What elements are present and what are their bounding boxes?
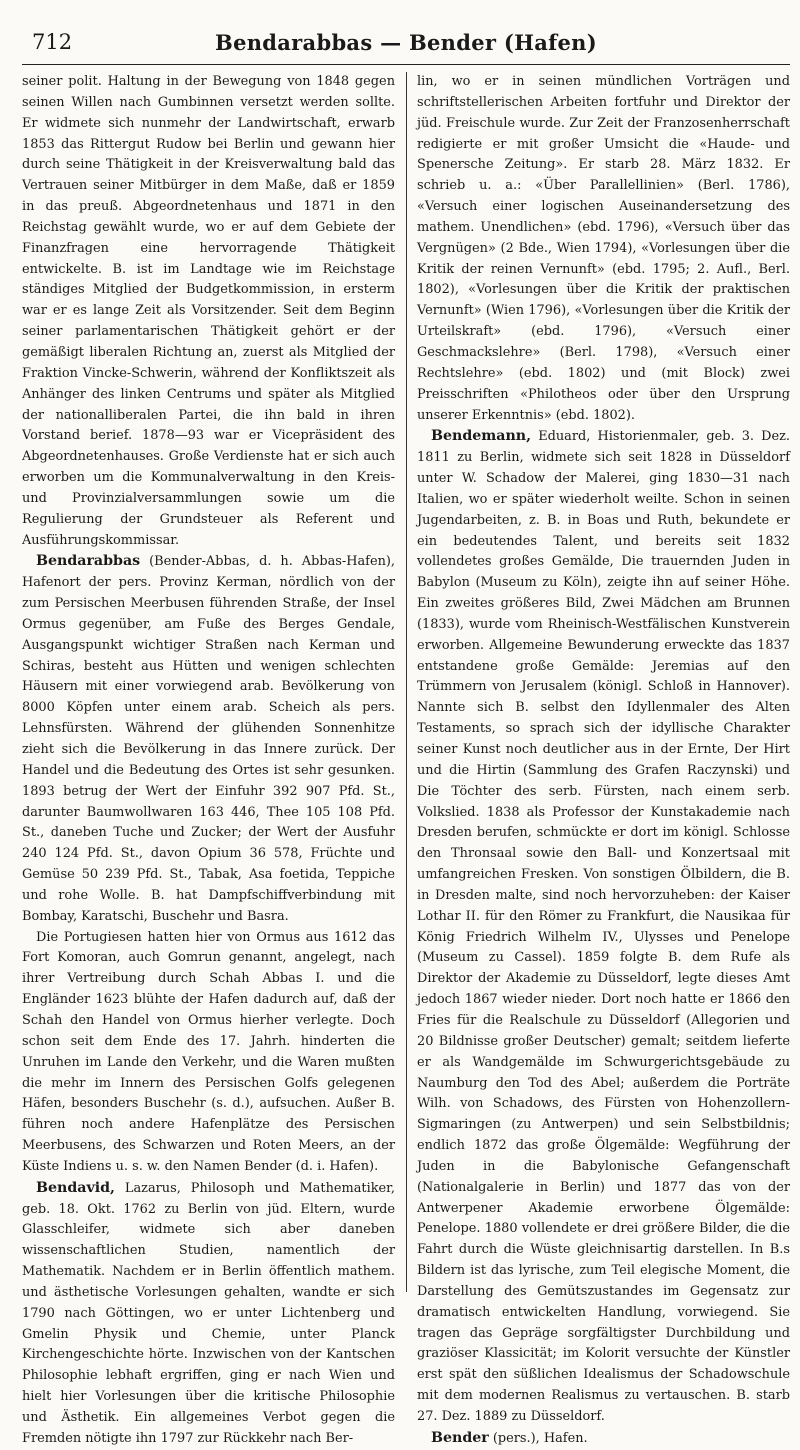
entry-text: (Bender-Abbas, d. h. Abbas-Hafen), Hafenort der pers. Provinz Kerman, nördlich von der zum Persischen Meerbusen führenden Straße, der Insel Ormus gegenüber, am Fuße des Berges Gendale, Ausgangspunkt wichtiger Straßen nach Kerman und Schiras, besteht aus Hütten und wenigen schlechten Häusern mit einer vorwiegend arab. Bevölkerung von 8000 Köpfen unter einem arab. Scheich als pers. Lehnsfürsten. Während der glühenden Sonnenhitze zieht sich die Bevölkerung in das Innere zurück. Der Handel und die Bedeutung des Ortes ist sehr gesunken. 1893 betrug der Wert der Einfuhr 392 907 Pfd. St., darunter Baumwollwaren 163 446, Thee 105 108 Pfd. St., daneben Tuche und Zucker; der Wert der Ausfuhr 240 124 Pfd. St., davon Opium 36 578, Früchte und Gemüse 50 239 Pfd. St., Tabak, Asa foetida, Teppiche und rohe Wolle. B. hat Dampfschiffverbindung mit Bombay, Karatschi, Buschehr und Basra. [22,554,395,924]
entry-text: Lazarus, Philosoph und Mathematiker, geb. 18. Okt. 1762 zu Berlin von jüd. Eltern, wurde Glasschleifer, widmete sich aber daneben wissenschaftlichen Studien, namentlich der Mathematik. Nachdem er in Berlin öffentlich mathem. und ästhetische Vorlesungen gehalten, wandte er sich 1790 nach Göttingen, wo er unter Lichtenberg und Gmelin Physik und Chemie, unter Planck Kirchengeschichte hörte. Inzwischen von der Kantschen Philosophie lebhaft ergriffen, ging er nach Wien und hielt hier Vorlesungen über die kritische Philosophie und Ästhetik. Ein allgemeines Verbot gegen die Fremden nötigte ihn 1797 zur Rückkehr nach Ber- [22,1180,395,1446]
paragraph-continuation: lin, wo er in seinen mündlichen Vorträgen und schriftstellerischen Arbeiten fortfuhr und Direktor der jüd. Freischule wurde. Zur Zeit der Franzosenherrschaft redigierte er mit großer Umsicht die «Haude- und Spenersche Zeitung». Er starb 28. März 1832. Er schrieb u. a.: «Über Parallellinien» (Berl. 1786), «Versuch einer logischen Auseinandersetzung des mathem. Unendlichen» (ebd. 1796), «Versuch über das Vergnügen» (2 Bde., Wien 1794), «Vorlesungen über die Kritik der reinen Vernunft» (ebd. 1795; 2. Aufl., Berl. 1802), «Vorlesungen über die Kritik der praktischen Vernunft» (Wien 1796), «Vorlesungen über die Kritik der Urteilskraft» (ebd. 1796), «Versuch einer Geschmackslehre» (Berl. 1798), «Versuch einer Rechtslehre» (ebd. 1802) und (mit Block) zwei Preisschriften «Philotheos oder über den Ursprung unserer Erkenntnis» (ebd. 1802). [417,74,790,423]
text-columns [22,72,790,1446]
running-head: Bendarabbas — Bender (Hafen) [215,30,597,55]
column-divider [406,72,407,1292]
entry-bender [417,1428,790,1450]
lemma-bendarabbas: Bendarabbas [36,553,141,570]
entry-text: (pers.), Hafen. [488,1430,588,1446]
entry-text: Eduard, Historienmaler, geb. 3. Dez. 1811 zu Berlin, widmete sich seit 1828 in Düsseldorf unter W. Schadow der Malerei, ging 1830—31 nach Italien, wo er später wiederholt weilte. Schon in seinen Jugendarbeiten, z. B. in Boas und Ruth, bekundete er ein bedeutendes Talent, und bereits seit 1832 vollendetes großes Gemälde, Die trauernden Juden in Babylon (Museum zu Köln), zeigte ihn auf seiner Höhe. Ein zweites größeres Bild, Zwei Mädchen am Brunnen (1833), wurde vom Rheinisch-Westfälischen Kunstverein erworben. Allgemeine Bewunderung erweckte das 1837 entstandene große Gemälde: Jeremias auf den Trümmern von Jerusalem (königl. Schloß in Hannover). Nannte sich B. selbst den Idyllenmaler des Alten Testaments, so sprach sich der idyllische Charakter seiner Kunst noch deutlicher aus in der Ernte, Der Hirt und die Hirtin (Sammlung des Grafen Raczynski) und Die Töchter des serb. Fürsten, nach einem serb. Volkslied. 1838 als Professor der Kunstakademie nach Dresden berufen, schmückte er dort im königl. Schlosse den Thronsaal sowie den Ball- und Konzertsaal mit umfangreichen Fresken. Von sonstigen Ölbildern, die B. in Dresden malte, sind noch hervorzuheben: der Kaiser Lothar II. für den Römer zu Frankfurt, die Nausikaa für König Friedrich Wilhelm IV., Ulysses und Penelope (Museum zu Cassel). 1859 folgte B. dem Rufe als Direktor der Akademie zu Düsseldorf, legte dieses Amt jedoch 1867 wieder nieder. Dort noch hatte er 1866 den Fries für die Realschule zu Düsseldorf (Allegorien und 20 Bildnisse großer Deutscher) gemalt; seitdem lieferte er als Wandgemälde im Schwurgerichtsgebäude zu Naumburg den Tod des Abel; außerdem die Porträte Wilh. von Schadows, des Fürsten von Hohenzollern-Sigmaringen (zu Antwerpen) und sein Selbstbildnis; endlich 1872 das große Ölgemälde: Wegführung der Juden in die Babylonische Gefangenschaft (Nationalgalerie in Berlin) und 1877 das von der Antwerpener Akademie erworbene Ölgemälde: Penelope. 1880 vollendete er drei größere Bilder, die die Fahrt durch die Wüste gleichnisartig darstellen. In B.s Bildern ist das lyrische, zum Teil elegische Moment, die Darstellung des Gemütszustandes im Gegensatz zur dramatisch entwickelten Handlung, vorwiegend. Sie tragen das Gepräge sorgfältigster Durchbildung und graziöser Klassicität; im Kolorit versuchte der Künstler erst spät den süßlichen Idealismus der Schadowschule mit dem modernen Realismus zu vertauschen. B. starb 27. Dez. 1889 zu Düsseldorf. [417,429,790,1424]
lemma-bendavid: Bendavid, [36,1179,115,1196]
entry-bendarabbas [22,551,395,927]
page-header [22,18,790,65]
lemma-bender: Bender [431,1429,489,1446]
lemma-bendemann: Bendemann, [431,428,532,445]
page-number: 712 [32,30,73,54]
paragraph-history: Die Portugiesen hatten hier von Ormus aus 1612 das Fort Komoran, auch Gomrun genannt, angelegt, nach ihrer Vertreibung durch Schah Abbas I. und die Engländer 1623 blühte der Hafen dadurch auf, daß der Schah den Handel von Ormus hierher verlegte. Doch schon seit dem Ende des 17. Jahrh. hinderten die Unruhen im Lande den Verkehr, und die Waren mußten die mehr im Innern des Persischen Golfs gelegenen Häfen, besonders Buschehr (s. d.), aufsuchen. Außer B. führen noch andere Hafenplätze des Persischen Meerbusens, des Schwarzen und Roten Meers, an der Küste Indiens u. s. w. den Namen Bender (d. i. Hafen). [22,929,395,1174]
right-column [417,72,790,1446]
entry-bendemann [417,426,790,1428]
entry-bendavid [22,1178,395,1450]
left-column [22,72,395,1446]
paragraph-continuation: seiner polit. Haltung in der Bewegung von 1848 gegen seinen Willen nach Gumbinnen versetzt werden sollte. Er widmete sich nunmehr der Landwirtschaft, erwarb 1853 das Rittergut Rudow bei Berlin und gewann hier durch seine Thätigkeit in der Kreisverwaltung bald das Vertrauen seiner Mitbürger in dem Maße, daß er 1859 in das preuß. Abgeordnetenhaus und 1871 in den Reichstag gewählt wurde, wo er auf dem Gebiete der Finanzfragen eine hervorragende Thätigkeit entwickelte. B. ist im Landtage wie im Reichstage ständiges Mitglied der Budgetkommission, in ersterm war er es lange Zeit als Vorsitzender. Seit dem Beginn seiner parlamentarischen Thätigkeit gehört er der gemäßigt liberalen Richtung an, zuerst als Mitglied der Fraktion Vincke-Schwerin, während der Konfliktszeit als Anhänger des linken Centrums und später als Mitglied der nationalliberalen Partei, die ihn bald in ihren Vorstand berief. 1878—93 war er Vicepräsident des Abgeordnetenhauses. Große Verdienste hat er sich auch erworben um die Kommunalverwaltung in den Kreis- und Provinzialversammlungen sowie um die Regulierung der Grundsteuer als Referent und Ausführungskommissar. [22,74,395,548]
